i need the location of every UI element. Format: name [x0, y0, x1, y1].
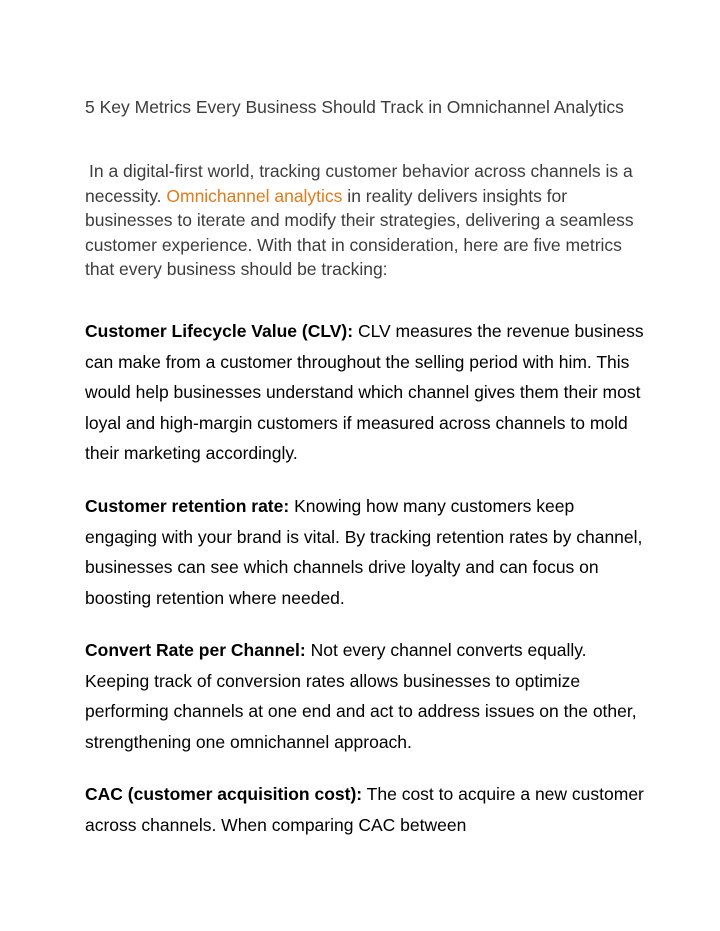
metric-cac-paragraph	[85, 779, 650, 840]
intro-text-after-link: in reality delivers insights for businesses to iterate and modify their strategies, delivering a seamless customer experience. With that in consideration, here are five metrics that every business should be tracking:	[85, 185, 634, 279]
metric-clv-paragraph	[85, 316, 650, 469]
metric-conversion-term: Convert Rate per Channel:	[85, 640, 306, 660]
intro-paragraph	[85, 159, 645, 282]
metric-cac-term: CAC (customer acquisition cost):	[85, 784, 363, 804]
metric-retention-term: Customer retention rate:	[85, 496, 290, 516]
metric-retention-text: Knowing how many customers keep engaging with your brand is vital. By tracking retention rates by channel, businesses can see which channels drive loyalty and can focus on boosting retention where needed.	[85, 496, 643, 608]
metric-retention-paragraph	[85, 491, 650, 613]
metric-cac-text: The cost to acquire a new customer across channels. When comparing CAC between	[85, 784, 644, 835]
document-title: 5 Key Metrics Every Business Should Track in Omnichannel Analytics	[85, 97, 624, 117]
metric-conversion-text: Not every channel converts equally. Keeping track of conversion rates allows businesses to optimize performing channels at one end and act to address issues on the other, strengthening one omnichannel approach.	[85, 640, 637, 752]
metric-conversion-paragraph	[85, 635, 650, 757]
intro-text-before-link: In a digital-first world, tracking customer behavior across channels is a necessity.	[85, 161, 633, 206]
metric-clv-text: CLV measures the revenue business can make from a customer throughout the selling period with him. This would help businesses understand which channel gives them their most loyal and high-margin customers if measured across channels to mold their marketing accordingly.	[85, 321, 644, 463]
metric-clv-term: Customer Lifecycle Value (CLV):	[85, 321, 354, 341]
omnichannel-analytics-link[interactable]: Omnichannel analytics	[166, 185, 343, 206]
